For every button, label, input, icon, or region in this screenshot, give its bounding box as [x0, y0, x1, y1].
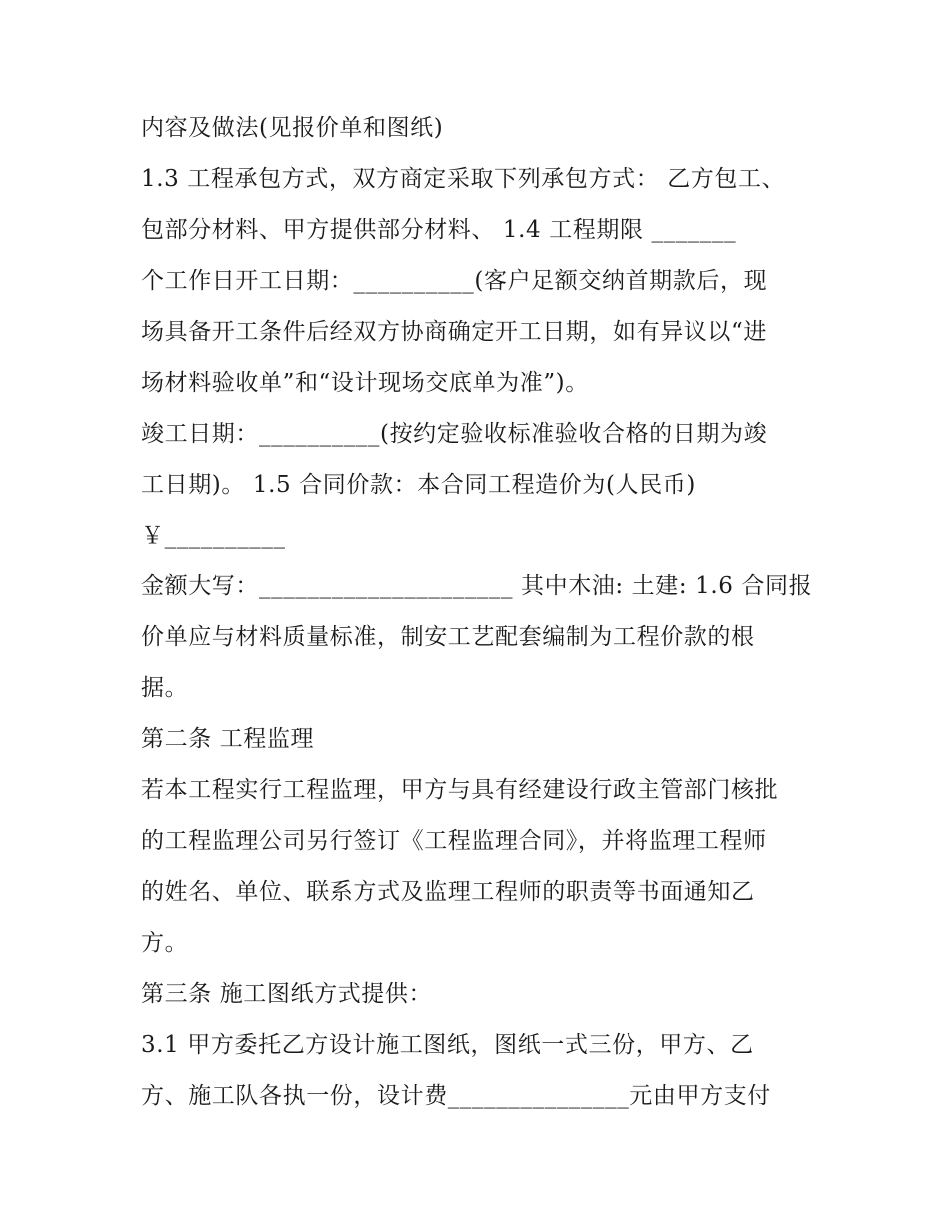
text-line: 场材料验收单”和“设计现场交底单为准”)。	[141, 370, 589, 396]
text-line: 若本工程实行工程监理，甲方与具有经建设行政主管部门核批	[141, 777, 779, 803]
text-line: 工日期)。 1.5 合同价款：本合同工程造价为(人民币)	[141, 472, 696, 498]
text-line: 内容及做法(见报价单和图纸)	[141, 115, 444, 141]
text-line: 3.1 甲方委托乙方设计施工图纸，图纸一式三份，甲方、乙	[141, 1032, 754, 1058]
text-line: 方。	[141, 930, 189, 956]
text-line: 个工作日开工日期：__________(客户足额交纳首期款后，现	[141, 268, 768, 294]
text-line: 竣工日期：__________(按约定验收标准验收合格的日期为竣	[141, 421, 768, 447]
text-line: 金额大写：_____________________ 其中木油: 土建: 1.6 合同报	[141, 573, 813, 599]
text-line: 据。	[141, 675, 189, 701]
section-heading: 第二条 工程监理	[141, 726, 315, 752]
text-line: 场具备开工条件后经双方协商确定开工日期，如有异议以“进	[141, 319, 767, 345]
text-line: 的工程监理公司另行签订《工程监理合同》，并将监理工程师	[141, 828, 767, 854]
text-line: 1.3 工程承包方式，双方商定采取下列承包方式： 乙方包工、	[141, 166, 786, 192]
text-line: 包部分材料、甲方提供部分材料、 1.4 工程期限 _______	[141, 217, 737, 243]
section-heading: 第三条 施工图纸方式提供：	[141, 981, 433, 1007]
text-line: ￥__________	[141, 523, 286, 549]
text-line: 价单应与材料质量标准，制安工艺配套编制为工程价款的根	[141, 624, 755, 650]
text-line: 的姓名、单位、联系方式及监理工程师的职责等书面通知乙	[141, 879, 755, 905]
text-line: 方、施工队各执一份，设计费_______________元由甲方支付	[141, 1083, 771, 1109]
